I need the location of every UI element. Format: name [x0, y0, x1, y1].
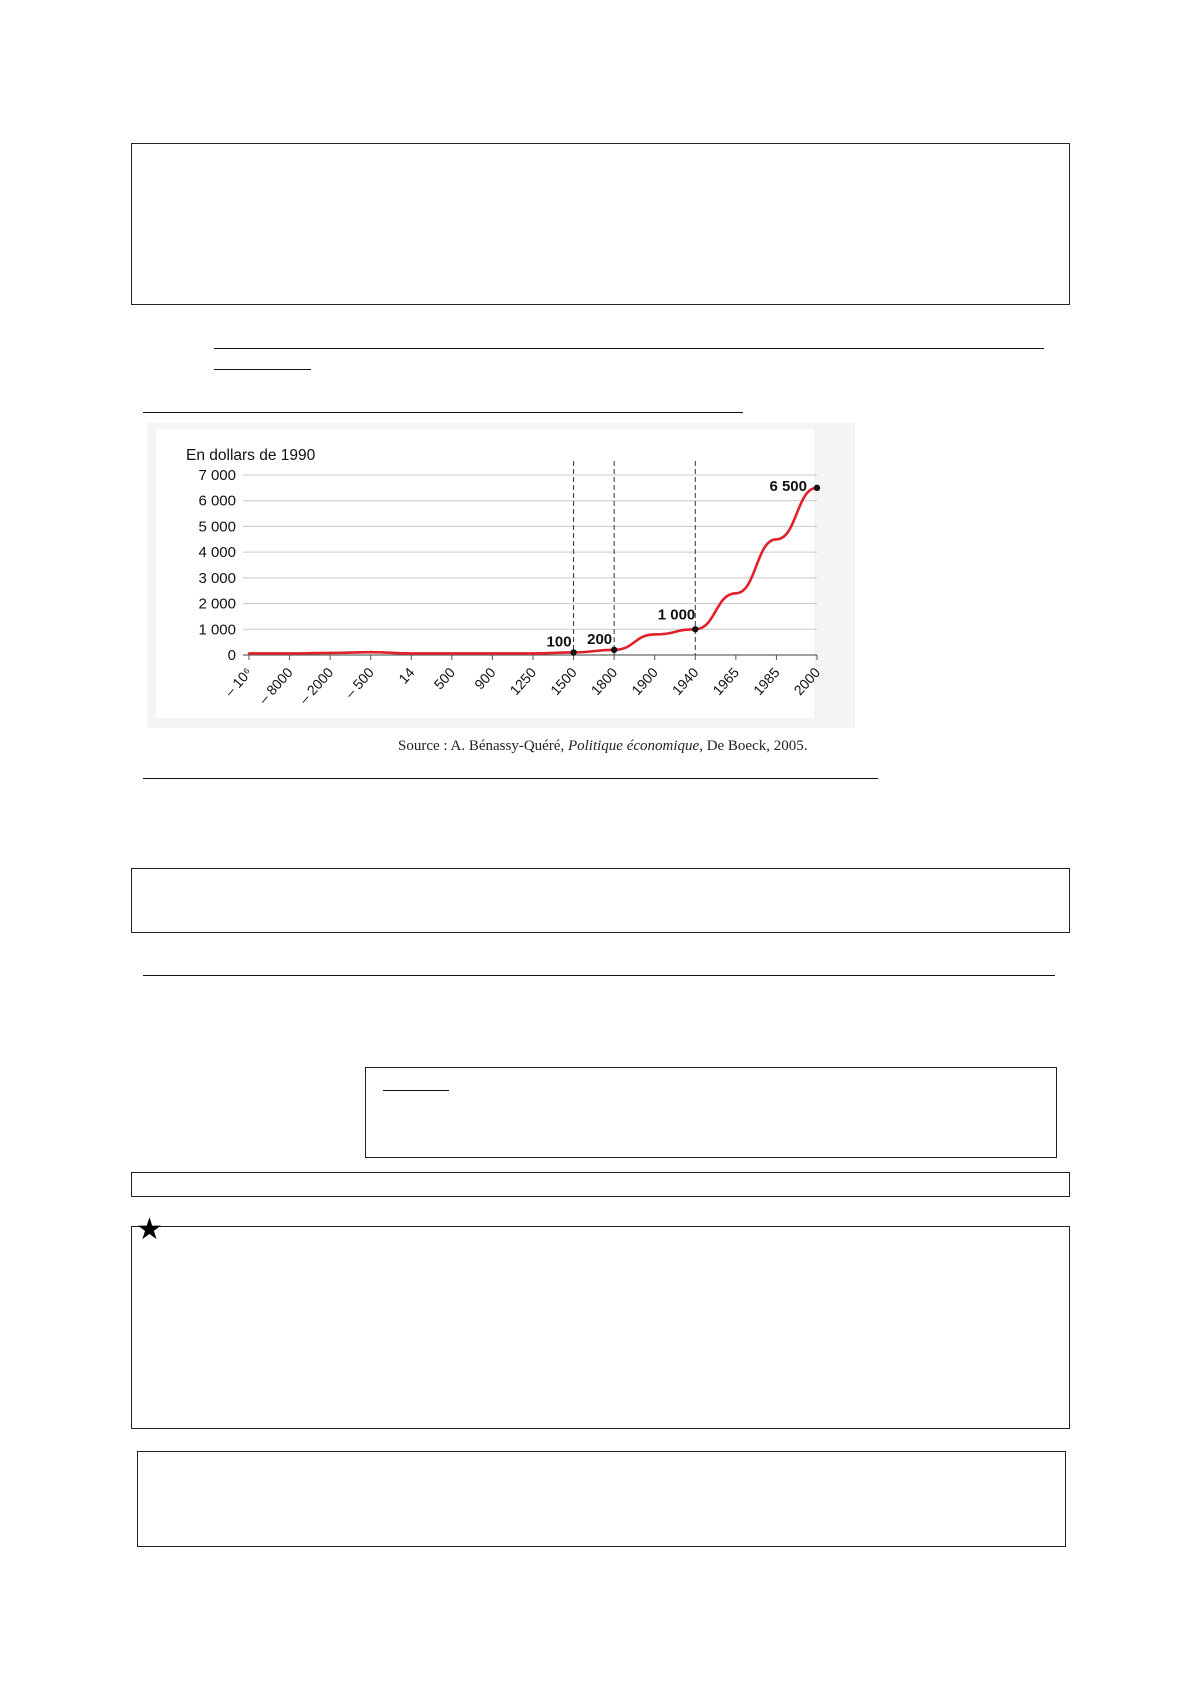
- x-tick-label: 500: [430, 664, 459, 693]
- series-point: [329, 652, 331, 654]
- x-tick-label: 1250: [506, 664, 540, 699]
- document-bottom-rule: [143, 778, 878, 779]
- series-point: [735, 592, 737, 594]
- series-point: [451, 652, 453, 654]
- x-tick-label: – 2000: [295, 664, 337, 707]
- data-label: 100: [546, 633, 572, 651]
- x-tick-label: 900: [471, 664, 499, 693]
- chart-source: [398, 738, 808, 755]
- document-top-rule: [143, 412, 743, 413]
- x-tick-label: 2000: [790, 664, 824, 699]
- x-tick-label: 1800: [587, 664, 621, 699]
- y-tick-label: 1 000: [198, 621, 236, 639]
- data-label: 6 500: [769, 477, 807, 495]
- series-point: [248, 652, 250, 654]
- heading-underline-short: [214, 369, 311, 370]
- y-tick-label: 0: [227, 647, 236, 664]
- y-tick-label: 5 000: [198, 518, 236, 536]
- data-label: 1 000: [657, 606, 696, 624]
- x-tick-label: 1985: [749, 664, 783, 699]
- definition-box: [365, 1067, 1057, 1158]
- answer-box-middle: [131, 868, 1070, 933]
- series-point: [370, 651, 372, 653]
- x-tick-label: 1500: [547, 664, 580, 699]
- series-point: [491, 652, 493, 654]
- heading-underline-long: [214, 348, 1044, 349]
- x-tick-label: 1965: [709, 664, 743, 699]
- x-tick-label: – 500: [341, 664, 377, 702]
- series-point: [410, 652, 412, 654]
- data-label: 200: [587, 630, 613, 648]
- annotation-point: [814, 485, 820, 491]
- series-point: [654, 633, 656, 635]
- x-tick-label: 1940: [668, 664, 702, 699]
- x-tick-label: – 10⁶: [221, 664, 256, 700]
- definition-box-underline: [383, 1090, 449, 1091]
- y-tick-label: 6 000: [198, 492, 236, 510]
- x-tick-label: 1900: [628, 664, 661, 699]
- y-tick-label: 3 000: [198, 569, 236, 587]
- answer-box-starred: [131, 1226, 1070, 1429]
- thin-answer-box: [131, 1172, 1070, 1197]
- gdp-chart: [147, 423, 855, 728]
- x-tick-label: 14: [395, 664, 418, 687]
- source-suffix: , De Boeck, 2005.: [699, 738, 808, 754]
- source-title: Politique économique: [567, 738, 700, 754]
- series-point: [775, 538, 777, 540]
- answer-box-bottom: [137, 1451, 1066, 1547]
- series-point: [288, 652, 290, 654]
- answer-box-top: [131, 143, 1070, 305]
- y-tick-label: 7 000: [198, 467, 236, 484]
- series-point: [532, 652, 534, 654]
- source-prefix: Source : A. Bénassy-Quéré,: [398, 738, 568, 754]
- gdp-chart-panel: [147, 423, 855, 728]
- y-tick-label: 2 000: [198, 595, 236, 613]
- x-tick-label: – 8000: [255, 664, 296, 707]
- annotation-point: [692, 626, 698, 632]
- star-icon: ★: [136, 1212, 163, 1247]
- y-tick-label: 4 000: [198, 544, 236, 562]
- y-axis-title: En dollars de 1990: [186, 447, 316, 464]
- answer-line: [143, 975, 1055, 976]
